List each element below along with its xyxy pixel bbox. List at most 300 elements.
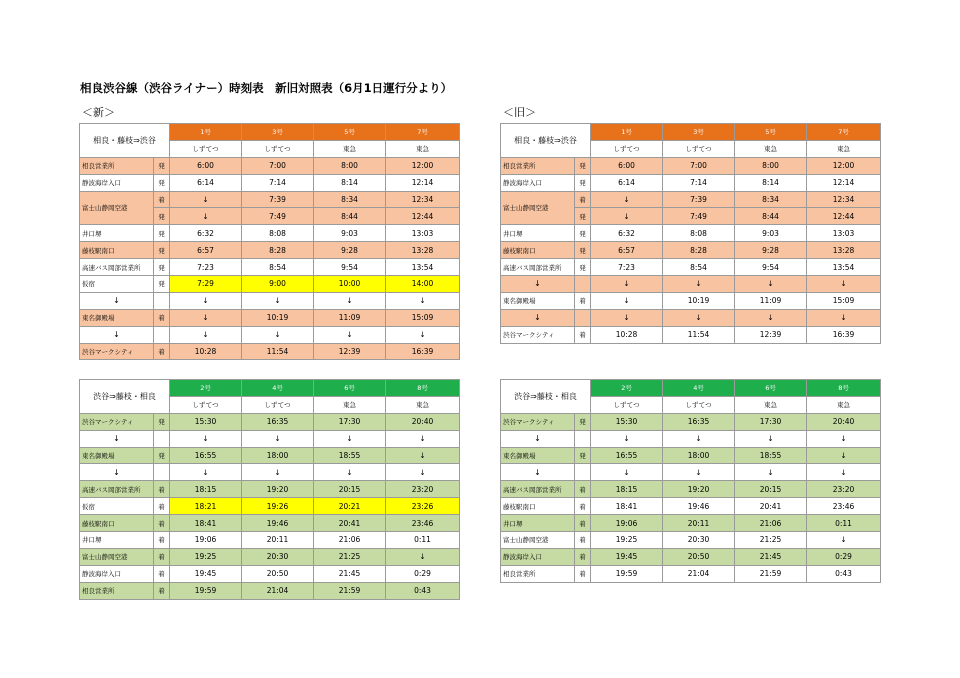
arrival-departure-mark: 発: [575, 259, 591, 276]
time-cell: 8:44: [735, 208, 807, 225]
stop-name: 渋谷マークシティ: [80, 413, 154, 430]
table-row: [501, 242, 881, 259]
stop-name: 富士山静岡空港: [501, 532, 575, 549]
operator-name: しずてつ: [170, 396, 242, 413]
arrival-departure-mark: [575, 309, 591, 326]
arrival-departure-mark: 着: [575, 515, 591, 532]
arrival-departure-mark: 発: [154, 208, 170, 225]
time-cell: 19:20: [242, 481, 314, 498]
arrival-departure-mark: 発: [154, 225, 170, 242]
time-cell: 12:44: [386, 208, 460, 225]
arrival-departure-mark: 発: [154, 174, 170, 191]
table-row: [501, 498, 881, 515]
arrival-departure-mark: 着: [154, 481, 170, 498]
table-row: [80, 464, 460, 481]
new-up-timetable: [79, 123, 460, 360]
time-cell: ↓: [591, 464, 663, 481]
time-cell: ↓: [807, 276, 881, 293]
time-cell: ↓: [663, 276, 735, 293]
table-row: [501, 532, 881, 549]
stop-name: 富士山静岡空港: [501, 191, 575, 225]
time-cell: ↓: [663, 464, 735, 481]
time-cell: 8:14: [314, 174, 386, 191]
arrival-departure-mark: 着: [154, 309, 170, 326]
time-cell: ↓: [386, 447, 460, 464]
operator-name: しずてつ: [591, 396, 663, 413]
time-cell: 19:06: [170, 532, 242, 549]
time-cell: ↓: [314, 430, 386, 447]
table-row: [501, 292, 881, 309]
time-cell: 7:49: [242, 208, 314, 225]
time-cell: 21:06: [314, 532, 386, 549]
time-cell: 12:00: [386, 157, 460, 174]
arrival-departure-mark: 発: [575, 242, 591, 259]
train-number: 4号: [663, 380, 735, 397]
arrival-departure-mark: 着: [575, 565, 591, 582]
stop-name: 相良営業所: [80, 157, 154, 174]
arrival-departure-mark: 着: [575, 481, 591, 498]
table-row: [80, 225, 460, 242]
stop-name: ↓: [501, 309, 575, 326]
time-cell: 6:00: [170, 157, 242, 174]
time-cell: 8:00: [735, 157, 807, 174]
arrival-departure-mark: [575, 276, 591, 293]
arrival-departure-mark: 発: [154, 276, 170, 293]
time-cell: ↓: [242, 292, 314, 309]
operator-name: 東急: [807, 396, 881, 413]
operator-name: しずてつ: [242, 140, 314, 157]
time-cell: 8:34: [314, 191, 386, 208]
time-cell: 21:06: [735, 515, 807, 532]
time-cell: 9:54: [314, 259, 386, 276]
table-row: [80, 191, 460, 208]
old-section-label: ＜旧＞: [503, 106, 536, 119]
time-cell: 7:23: [591, 259, 663, 276]
stop-name: 相良営業所: [501, 565, 575, 582]
time-cell: 8:54: [242, 259, 314, 276]
table-row: [501, 481, 881, 498]
table-row: [80, 326, 460, 343]
time-cell: 12:34: [807, 191, 881, 208]
time-cell: ↓: [735, 464, 807, 481]
train-number: 5号: [314, 124, 386, 141]
time-cell: 6:32: [591, 225, 663, 242]
stop-name: 高速バス岡部営業所: [501, 481, 575, 498]
stop-name: 仮宿: [80, 276, 154, 293]
time-cell: 0:43: [807, 565, 881, 582]
time-cell: 23:20: [386, 481, 460, 498]
stop-name: 静波海岸入口: [501, 174, 575, 191]
time-cell: 19:59: [170, 582, 242, 599]
time-cell: ↓: [170, 208, 242, 225]
time-cell: 10:19: [663, 292, 735, 309]
time-cell: 12:34: [386, 191, 460, 208]
time-cell: 12:14: [386, 174, 460, 191]
arrival-departure-mark: 発: [575, 225, 591, 242]
time-cell: 0:43: [386, 582, 460, 599]
time-cell: 19:46: [663, 498, 735, 515]
time-cell: 15:09: [386, 309, 460, 326]
operator-name: しずてつ: [663, 140, 735, 157]
time-cell: 8:14: [735, 174, 807, 191]
time-cell: 15:09: [807, 292, 881, 309]
time-cell: 18:00: [242, 447, 314, 464]
time-cell: 20:40: [386, 413, 460, 430]
time-cell: 7:00: [663, 157, 735, 174]
stop-name: 渋谷マークシティ: [501, 413, 575, 430]
train-number: 6号: [735, 380, 807, 397]
time-cell: 19:26: [242, 498, 314, 515]
time-cell: 19:25: [591, 532, 663, 549]
time-cell: 0:29: [386, 565, 460, 582]
time-cell: 9:28: [735, 242, 807, 259]
table-row: [501, 259, 881, 276]
operator-name: しずてつ: [591, 140, 663, 157]
train-number: 1号: [170, 124, 242, 141]
time-cell: 20:50: [242, 565, 314, 582]
time-cell: ↓: [807, 309, 881, 326]
stop-name: 渋谷マークシティ: [501, 326, 575, 343]
time-cell: 20:15: [314, 481, 386, 498]
time-cell: 10:00: [314, 276, 386, 293]
route-header: 渋谷⇒藤枝・相良: [501, 380, 591, 414]
time-cell: 18:41: [170, 515, 242, 532]
table-row: [80, 548, 460, 565]
stop-name: 東名御殿場: [80, 447, 154, 464]
time-cell: 13:03: [386, 225, 460, 242]
time-cell: 16:35: [663, 413, 735, 430]
train-number: 8号: [386, 380, 460, 397]
stop-name: ↓: [80, 464, 154, 481]
time-cell: ↓: [170, 292, 242, 309]
time-cell: ↓: [386, 326, 460, 343]
train-number: 8号: [807, 380, 881, 397]
time-cell: 20:11: [242, 532, 314, 549]
time-cell: 21:59: [735, 565, 807, 582]
time-cell: ↓: [735, 309, 807, 326]
time-cell: 9:03: [735, 225, 807, 242]
table-row: [80, 481, 460, 498]
time-cell: ↓: [807, 464, 881, 481]
table-row: [501, 565, 881, 582]
table-row: [80, 292, 460, 309]
table-row: [501, 326, 881, 343]
stop-name: 渋谷マークシティ: [80, 343, 154, 360]
table-row: [80, 413, 460, 430]
route-header: 相良・藤枝⇒渋谷: [80, 124, 170, 158]
time-cell: 10:28: [591, 326, 663, 343]
arrival-departure-mark: 着: [154, 532, 170, 549]
table-row: [501, 548, 881, 565]
time-cell: 19:45: [170, 565, 242, 582]
table-row: [501, 430, 881, 447]
arrival-departure-mark: 発: [154, 259, 170, 276]
time-cell: 6:32: [170, 225, 242, 242]
time-cell: 16:39: [386, 343, 460, 360]
time-cell: ↓: [170, 191, 242, 208]
arrival-departure-mark: 着: [575, 532, 591, 549]
table-row: [501, 464, 881, 481]
time-cell: 0:11: [386, 532, 460, 549]
time-cell: ↓: [170, 464, 242, 481]
time-cell: ↓: [242, 326, 314, 343]
time-cell: 16:35: [242, 413, 314, 430]
time-cell: 20:15: [735, 481, 807, 498]
time-cell: ↓: [591, 208, 663, 225]
time-cell: 8:34: [735, 191, 807, 208]
time-cell: ↓: [807, 430, 881, 447]
operator-name: 東急: [735, 396, 807, 413]
stop-name: 東名御殿場: [501, 292, 575, 309]
train-number: 3号: [663, 124, 735, 141]
time-cell: 21:25: [735, 532, 807, 549]
train-number: 7号: [807, 124, 881, 141]
operator-name: 東急: [386, 396, 460, 413]
time-cell: 8:28: [242, 242, 314, 259]
arrival-departure-mark: 着: [575, 292, 591, 309]
arrival-departure-mark: 発: [575, 413, 591, 430]
stop-name: 井口堺: [80, 532, 154, 549]
time-cell: 23:46: [386, 515, 460, 532]
arrival-departure-mark: 発: [575, 447, 591, 464]
time-cell: 8:28: [663, 242, 735, 259]
time-cell: 6:57: [170, 242, 242, 259]
time-cell: 10:28: [170, 343, 242, 360]
arrival-departure-mark: 着: [154, 498, 170, 515]
time-cell: ↓: [735, 276, 807, 293]
operator-name: 東急: [386, 140, 460, 157]
time-cell: 12:00: [807, 157, 881, 174]
arrival-departure-mark: 着: [154, 343, 170, 360]
time-cell: 11:09: [735, 292, 807, 309]
time-cell: ↓: [314, 292, 386, 309]
time-cell: 18:15: [170, 481, 242, 498]
stop-name: 静波海岸入口: [501, 548, 575, 565]
stop-name: 藤枝駅南口: [501, 498, 575, 515]
arrival-departure-mark: 発: [575, 174, 591, 191]
time-cell: 19:46: [242, 515, 314, 532]
time-cell: 20:30: [663, 532, 735, 549]
table-row: [501, 447, 881, 464]
table-row: [501, 157, 881, 174]
time-cell: 17:30: [735, 413, 807, 430]
time-cell: 21:45: [735, 548, 807, 565]
time-cell: ↓: [170, 430, 242, 447]
stop-name: 仮宿: [80, 498, 154, 515]
train-number: 3号: [242, 124, 314, 141]
stop-name: 静波海岸入口: [80, 565, 154, 582]
time-cell: 8:44: [314, 208, 386, 225]
time-cell: 23:20: [807, 481, 881, 498]
old-up-timetable: [500, 123, 881, 344]
time-cell: 12:44: [807, 208, 881, 225]
time-cell: 12:39: [314, 343, 386, 360]
time-cell: 11:54: [663, 326, 735, 343]
time-cell: 7:00: [242, 157, 314, 174]
time-cell: 9:54: [735, 259, 807, 276]
time-cell: 21:04: [663, 565, 735, 582]
time-cell: 12:14: [807, 174, 881, 191]
operator-name: しずてつ: [663, 396, 735, 413]
arrival-departure-mark: 着: [154, 515, 170, 532]
time-cell: 13:54: [807, 259, 881, 276]
table-row: [501, 225, 881, 242]
train-number: 5号: [735, 124, 807, 141]
operator-name: 東急: [314, 396, 386, 413]
time-cell: 17:30: [314, 413, 386, 430]
time-cell: 19:20: [663, 481, 735, 498]
time-cell: 20:41: [735, 498, 807, 515]
arrival-departure-mark: 発: [154, 157, 170, 174]
time-cell: 21:25: [314, 548, 386, 565]
time-cell: 16:55: [591, 447, 663, 464]
table-row: [501, 174, 881, 191]
time-cell: ↓: [386, 430, 460, 447]
stop-name: 相良営業所: [80, 582, 154, 599]
time-cell: 8:54: [663, 259, 735, 276]
time-cell: ↓: [735, 430, 807, 447]
time-cell: ↓: [807, 532, 881, 549]
time-cell: 13:28: [807, 242, 881, 259]
time-cell: ↓: [591, 191, 663, 208]
time-cell: 16:55: [170, 447, 242, 464]
operator-name: 東急: [735, 140, 807, 157]
time-cell: 20:50: [663, 548, 735, 565]
table-row: [80, 174, 460, 191]
operator-name: 東急: [807, 140, 881, 157]
time-cell: 19:25: [170, 548, 242, 565]
time-cell: 15:30: [591, 413, 663, 430]
stop-name: ↓: [80, 292, 154, 309]
time-cell: 19:45: [591, 548, 663, 565]
arrival-departure-mark: 着: [575, 548, 591, 565]
time-cell: 16:39: [807, 326, 881, 343]
time-cell: 7:14: [663, 174, 735, 191]
new-down-timetable: [79, 379, 460, 600]
arrival-departure-mark: 着: [154, 565, 170, 582]
stop-name: 富士山静岡空港: [80, 191, 154, 225]
time-cell: ↓: [170, 326, 242, 343]
time-cell: ↓: [591, 292, 663, 309]
stop-name: 東名御殿場: [501, 447, 575, 464]
time-cell: 23:26: [386, 498, 460, 515]
arrival-departure-mark: 着: [154, 582, 170, 599]
time-cell: ↓: [242, 464, 314, 481]
stop-name: 藤枝駅南口: [501, 242, 575, 259]
table-row: [80, 309, 460, 326]
time-cell: 6:14: [170, 174, 242, 191]
time-cell: 7:39: [242, 191, 314, 208]
stop-name: 藤枝駅南口: [80, 242, 154, 259]
time-cell: 9:28: [314, 242, 386, 259]
time-cell: 11:54: [242, 343, 314, 360]
arrival-departure-mark: 発: [575, 208, 591, 225]
time-cell: ↓: [386, 464, 460, 481]
stop-name: ↓: [80, 326, 154, 343]
table-row: [80, 242, 460, 259]
table-row: [80, 430, 460, 447]
stop-name: 井口堺: [501, 515, 575, 532]
arrival-departure-mark: 発: [154, 242, 170, 259]
stop-name: 井口堺: [501, 225, 575, 242]
stop-name: 東名御殿場: [80, 309, 154, 326]
table-row: [80, 157, 460, 174]
time-cell: ↓: [386, 548, 460, 565]
time-cell: 21:04: [242, 582, 314, 599]
time-cell: 20:11: [663, 515, 735, 532]
time-cell: 18:55: [735, 447, 807, 464]
stop-name: 高速バス岡部営業所: [80, 259, 154, 276]
arrival-departure-mark: [575, 464, 591, 481]
time-cell: ↓: [591, 309, 663, 326]
arrival-departure-mark: 着: [154, 548, 170, 565]
arrival-departure-mark: 着: [575, 498, 591, 515]
time-cell: 20:21: [314, 498, 386, 515]
time-cell: 21:59: [314, 582, 386, 599]
time-cell: 23:46: [807, 498, 881, 515]
table-row: [80, 515, 460, 532]
table-row: [501, 191, 881, 208]
time-cell: 7:39: [663, 191, 735, 208]
time-cell: 6:57: [591, 242, 663, 259]
stop-name: 静波海岸入口: [80, 174, 154, 191]
stop-name: ↓: [80, 430, 154, 447]
route-header: 渋谷⇒藤枝・相良: [80, 380, 170, 414]
time-cell: 0:11: [807, 515, 881, 532]
time-cell: 19:06: [591, 515, 663, 532]
arrival-departure-mark: [154, 464, 170, 481]
stop-name: 相良営業所: [501, 157, 575, 174]
time-cell: 6:14: [591, 174, 663, 191]
stop-name: ↓: [501, 276, 575, 293]
arrival-departure-mark: [154, 430, 170, 447]
route-header: 相良・藤枝⇒渋谷: [501, 124, 591, 158]
stop-name: 富士山静岡空港: [80, 548, 154, 565]
train-number: 6号: [314, 380, 386, 397]
table-row: [80, 447, 460, 464]
page-title: 相良渋谷線（渋谷ライナー）時刻表 新旧対照表（6月1日運行分より）: [80, 81, 453, 95]
time-cell: 18:21: [170, 498, 242, 515]
time-cell: 9:00: [242, 276, 314, 293]
time-cell: 21:45: [314, 565, 386, 582]
time-cell: 0:29: [807, 548, 881, 565]
time-cell: 13:03: [807, 225, 881, 242]
time-cell: 19:59: [591, 565, 663, 582]
stop-name: 高速バス岡部営業所: [501, 259, 575, 276]
table-row: [80, 532, 460, 549]
time-cell: 9:03: [314, 225, 386, 242]
time-cell: ↓: [314, 464, 386, 481]
arrival-departure-mark: 発: [575, 157, 591, 174]
operator-name: 東急: [314, 140, 386, 157]
time-cell: ↓: [314, 326, 386, 343]
time-cell: 13:28: [386, 242, 460, 259]
train-number: 1号: [591, 124, 663, 141]
old-down-timetable: [500, 379, 881, 583]
arrival-departure-mark: 発: [154, 413, 170, 430]
time-cell: 18:00: [663, 447, 735, 464]
operator-name: しずてつ: [242, 396, 314, 413]
time-cell: ↓: [591, 276, 663, 293]
time-cell: ↓: [663, 430, 735, 447]
time-cell: 7:14: [242, 174, 314, 191]
table-row: [80, 343, 460, 360]
time-cell: ↓: [170, 309, 242, 326]
time-cell: 10:19: [242, 309, 314, 326]
table-row: [80, 565, 460, 582]
operator-name: しずてつ: [170, 140, 242, 157]
time-cell: 20:40: [807, 413, 881, 430]
